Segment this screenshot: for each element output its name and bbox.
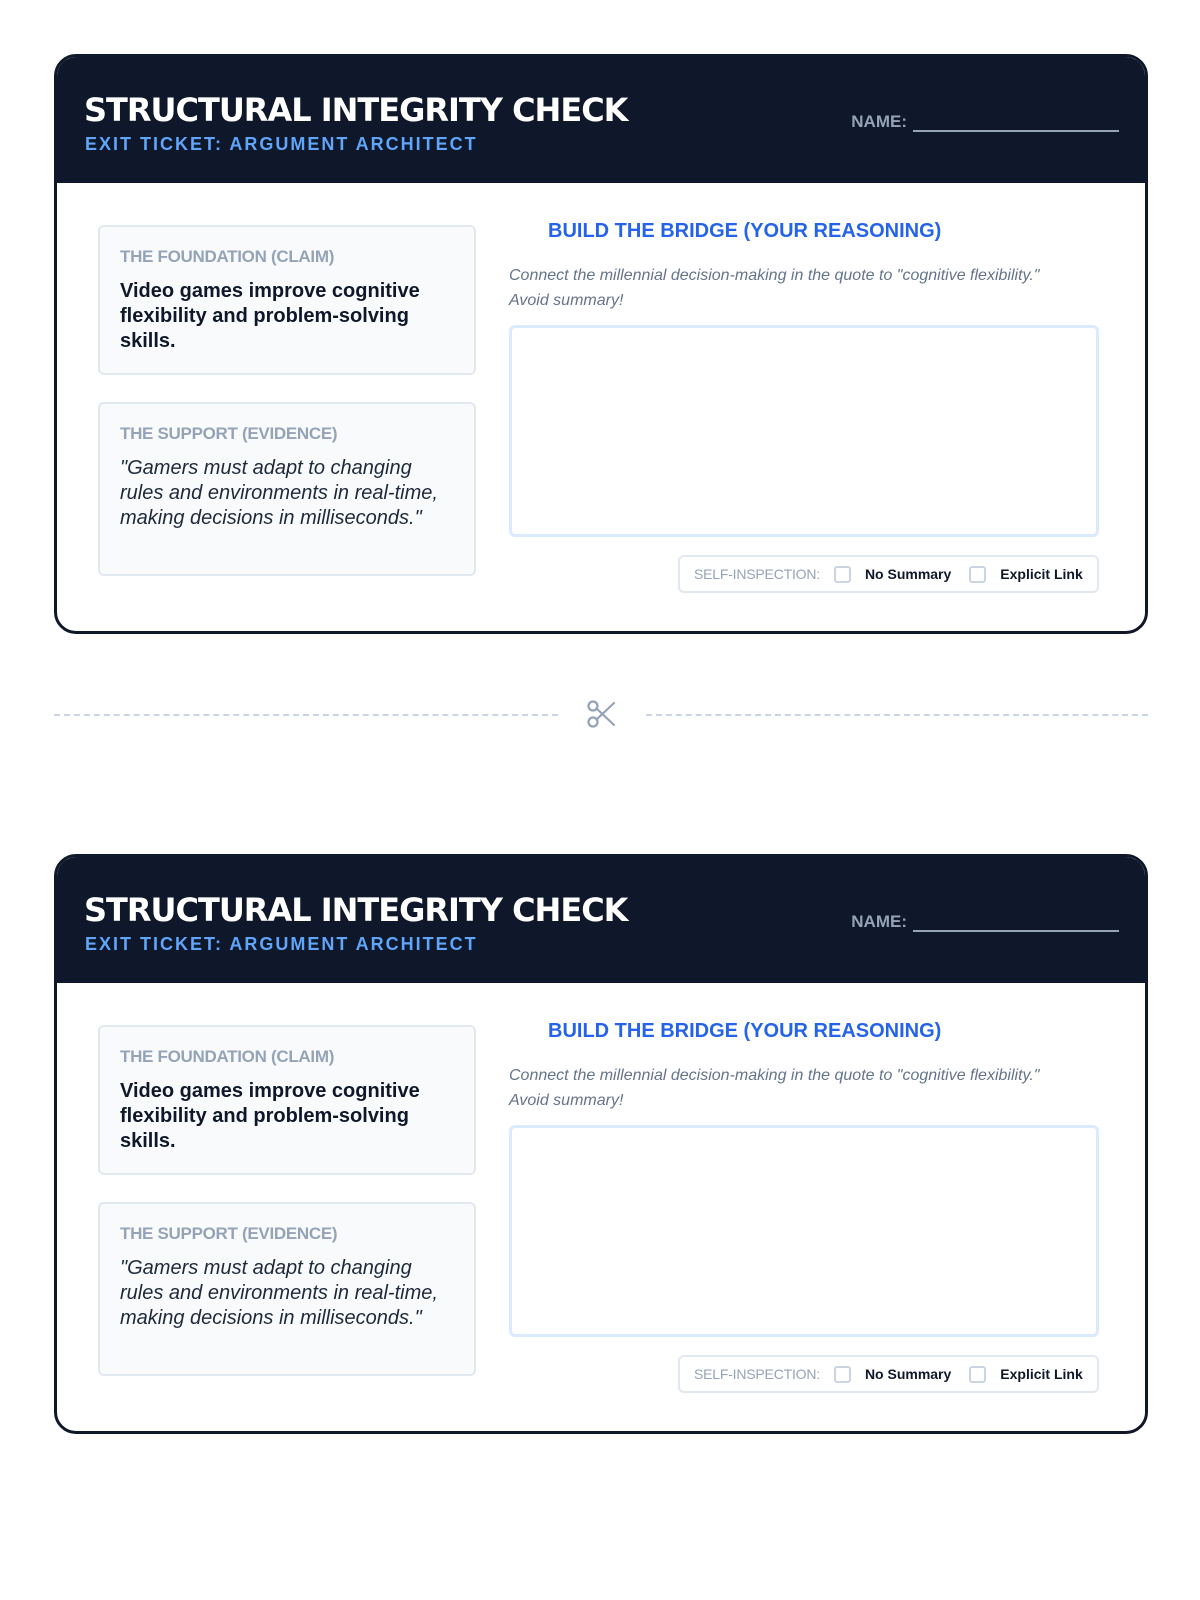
evidence-box (98, 402, 476, 576)
self-inspection-bar (678, 1355, 1099, 1393)
no-summary-check[interactable] (834, 1366, 951, 1383)
self-inspection-label: SELF-INSPECTION: (694, 1366, 820, 1382)
exit-ticket (54, 54, 1148, 634)
checkbox[interactable] (969, 566, 986, 583)
claim-text: Video games improve cognitive flexibility and problem-solving skills. (120, 1080, 420, 1152)
check-label: No Summary (864, 1366, 952, 1382)
check-label: No Summary (864, 566, 952, 582)
evidence-box (98, 1202, 476, 1376)
claim-box (98, 1025, 476, 1175)
cut-line-left (54, 714, 558, 716)
checkbox[interactable] (834, 566, 851, 583)
name-blank-line[interactable] (913, 914, 1119, 932)
claim-label: THE FOUNDATION (CLAIM) (120, 247, 335, 266)
name-label: NAME: (851, 112, 907, 131)
bridge-title: BUILD THE BRIDGE (YOUR REASONING) (548, 1020, 942, 1042)
reasoning-answer-area[interactable] (509, 1125, 1099, 1337)
ticket-header (57, 857, 1145, 983)
no-summary-check[interactable] (834, 566, 951, 583)
evidence-quote: "Gamers must adapt to changing rules and environments in real-time, making decisions in milliseconds." (120, 457, 438, 529)
ticket-subtitle: EXIT TICKET: ARGUMENT ARCHITECT (85, 934, 478, 954)
check-label: Explicit Link (1000, 566, 1083, 582)
explicit-link-check[interactable] (969, 566, 1082, 583)
ticket-title: STRUCTURAL INTEGRITY CHECK (84, 91, 628, 129)
scissors-icon (585, 697, 619, 731)
claim-label: THE FOUNDATION (CLAIM) (120, 1047, 335, 1066)
reasoning-answer-area[interactable] (509, 325, 1099, 537)
evidence-label: THE SUPPORT (EVIDENCE) (120, 1224, 338, 1243)
name-label: NAME: (851, 912, 907, 931)
bridge-instructions: Connect the millennial decision-making in the quote to "cognitive flexibility." Avoid summary! (509, 267, 1040, 309)
name-field[interactable] (851, 112, 1119, 132)
self-inspection-label: SELF-INSPECTION: (694, 566, 820, 582)
ticket-title: STRUCTURAL INTEGRITY CHECK (84, 891, 628, 929)
cut-line-right (646, 714, 1148, 716)
bridge-instructions: Connect the millennial decision-making in the quote to "cognitive flexibility." Avoid summary! (509, 1067, 1040, 1109)
claim-box (98, 225, 476, 375)
explicit-link-check[interactable] (969, 1366, 1082, 1383)
ticket-subtitle: EXIT TICKET: ARGUMENT ARCHITECT (85, 134, 478, 154)
evidence-label: THE SUPPORT (EVIDENCE) (120, 424, 338, 443)
exit-ticket (54, 854, 1148, 1434)
bridge-title: BUILD THE BRIDGE (YOUR REASONING) (548, 220, 942, 242)
check-label: Explicit Link (1000, 1366, 1083, 1382)
claim-text: Video games improve cognitive flexibility and problem-solving skills. (120, 280, 420, 352)
self-inspection-bar (678, 555, 1099, 593)
checkbox[interactable] (834, 1366, 851, 1383)
name-field[interactable] (851, 912, 1119, 932)
name-blank-line[interactable] (913, 114, 1119, 132)
ticket-header (57, 57, 1145, 183)
checkbox[interactable] (969, 1366, 986, 1383)
evidence-quote: "Gamers must adapt to changing rules and environments in real-time, making decisions in milliseconds." (120, 1257, 438, 1329)
